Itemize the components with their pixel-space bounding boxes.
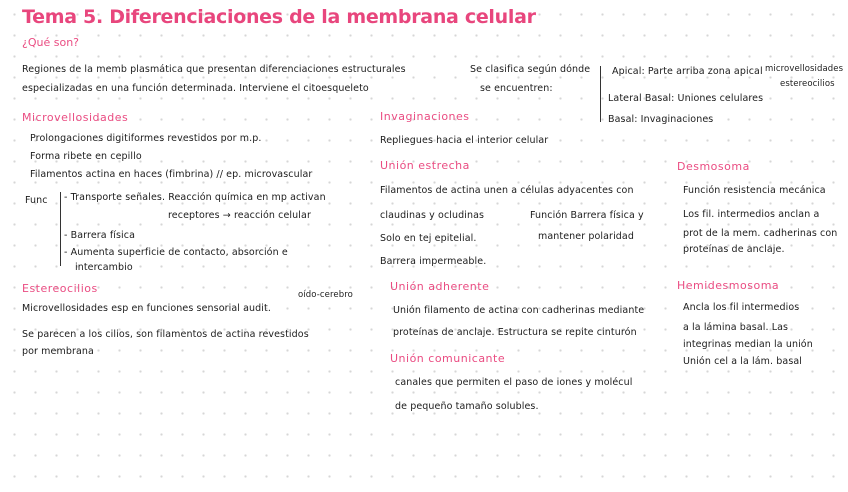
union-comunicante-line-1: canales que permiten el paso de iones y molécul <box>395 377 633 388</box>
union-adherente-line-2: proteínas de anclaje. Estructura se repite cinturón <box>393 327 637 338</box>
classify-line-2: se encuentren: <box>480 83 553 94</box>
function-1b: receptores → reacción celular <box>168 210 311 221</box>
function-3: - Aumenta superficie de contacto, absorción e <box>64 247 288 258</box>
estereocilios-heading: Estereocilios <box>22 282 98 295</box>
hemidesmosoma-line-1: Ancla los fil intermedios <box>683 302 800 313</box>
question-heading: ¿Qué son? <box>22 36 80 49</box>
union-estrecha-line-1: Filamentos de actina unen a células adyacentes con <box>380 185 634 196</box>
apical-note-1: microvellosidades <box>765 64 844 74</box>
union-estrecha-line-2: claudinas y ocludinas <box>380 210 485 221</box>
union-estrecha-line-3: Solo en tej epitelial. <box>380 233 477 244</box>
hemidesmosoma-heading: Hemidesmosoma <box>677 279 780 292</box>
union-estrecha-line-4: Barrera impermeable. <box>380 256 487 267</box>
invaginaciones-heading: Invaginaciones <box>380 110 470 123</box>
desmosoma-line-2: Los fil. intermedios anclan a <box>683 209 820 220</box>
function-3b: intercambio <box>75 262 133 273</box>
microvellosidades-line-1: Prolongaciones digitiformes revestidos por m.p. <box>30 133 262 144</box>
estereocilios-line-3: por membrana <box>22 346 94 357</box>
union-comunicante-heading: Unión comunicante <box>390 352 506 365</box>
desmosoma-line-3: prot de la mem. cadherinas con <box>683 228 838 239</box>
union-estrecha-heading: Unión estrecha <box>380 159 470 172</box>
intro-line-1: Regiones de la memb plasmática que presentan diferenciaciones estructurales <box>22 64 406 75</box>
hemidesmosoma-line-3: integrinas median la unión <box>683 339 813 350</box>
apical-item: Apical: Parte arriba zona apical <box>612 66 763 77</box>
microvellosidades-line-3: Filamentos actina en haces (fimbrina) // ep. microvascular <box>30 169 313 180</box>
classification-brace <box>600 66 601 122</box>
union-adherente-line-1: Unión filamento de actina con cadherinas mediante <box>393 305 645 316</box>
apical-note-2: estereocilios <box>780 79 835 89</box>
union-estrecha-line-3b: mantener polaridad <box>538 231 634 242</box>
microvellosidades-line-2: Forma ribete en cepillo <box>30 151 142 162</box>
estereocilios-line-2: Se parecen a los cilios, son filamentos de actina revestidos <box>22 329 309 340</box>
lateral-basal-item: Lateral Basal: Uniones celulares <box>608 93 764 104</box>
union-comunicante-line-2: de pequeño tamaño solubles. <box>395 401 539 412</box>
desmosoma-heading: Desmosoma <box>677 160 750 173</box>
classify-line-1: Se clasifica según dónde <box>470 64 591 75</box>
hemidesmosoma-line-4: Unión cel a la lám. basal <box>683 356 803 367</box>
hemidesmosoma-line-2: a la lámina basal. Las <box>683 322 789 333</box>
union-adherente-heading: Unión adherente <box>390 280 490 293</box>
function-2: - Barrera física <box>64 230 136 241</box>
function-1: - Transporte señales. Reacción química en mp activan <box>64 192 326 203</box>
estereocilios-note: oído-cerebro <box>298 290 353 300</box>
page-title: Tema 5. Diferenciaciones de la membrana celular <box>22 6 536 28</box>
function-brace <box>60 192 61 266</box>
microvellosidades-heading: Microvellosidades <box>22 111 129 124</box>
desmosoma-line-1: Función resistencia mecánica <box>683 185 826 196</box>
invaginaciones-line-1: Repliegues hacia el interior celular <box>380 135 549 146</box>
estereocilios-line-1: Microvellosidades esp en funciones sensorial audit. <box>22 303 271 314</box>
desmosoma-line-4: proteínas de anclaje. <box>683 244 785 255</box>
union-estrecha-line-2b: Función Barrera física y <box>530 210 644 221</box>
function-label: Func <box>25 195 48 206</box>
intro-line-2: especializadas en una función determinada. Interviene el citoesqueleto <box>22 83 369 94</box>
basal-item: Basal: Invaginaciones <box>608 114 714 125</box>
